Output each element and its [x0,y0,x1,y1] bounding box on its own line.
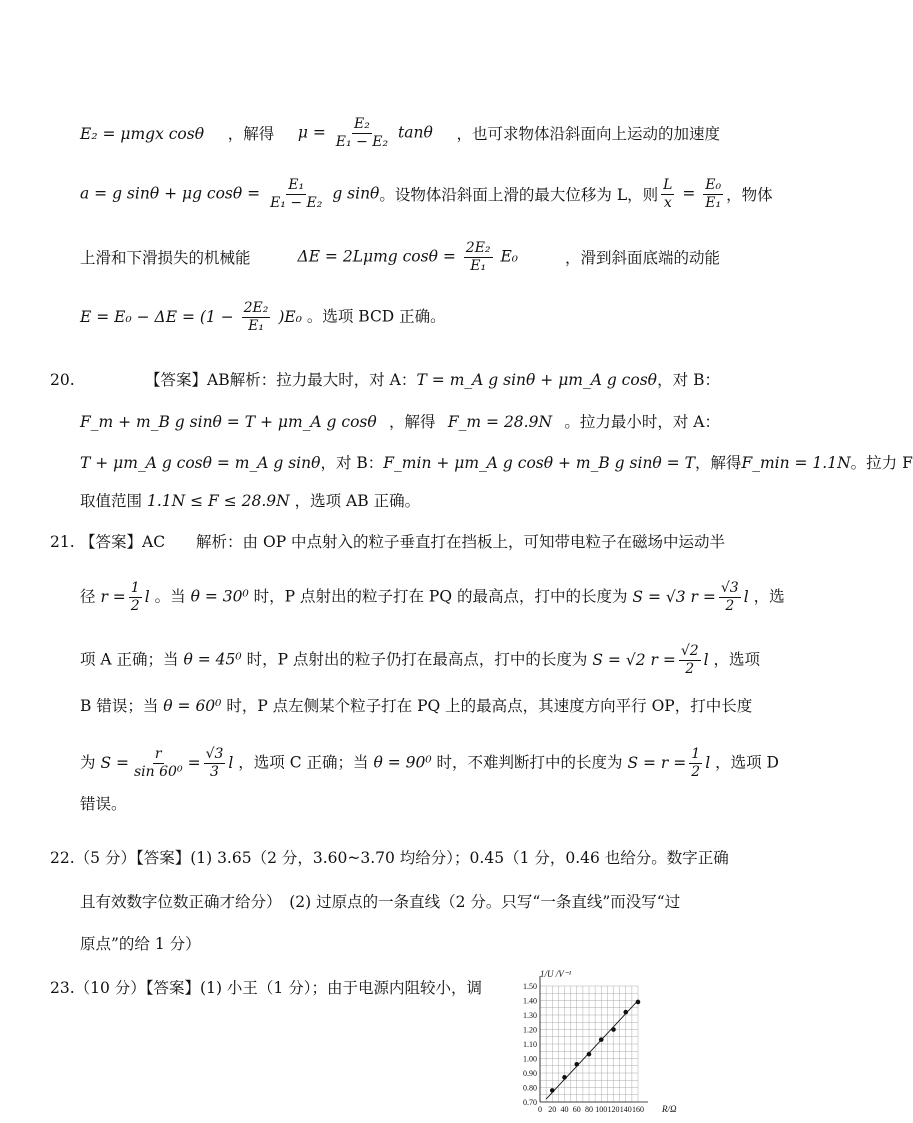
text: ，解得 [694,454,742,472]
y-tick-label: 1.30 [523,1011,537,1020]
text: 上滑和下滑损失的机械能 [80,248,251,267]
y-tick-label: 0.80 [523,1083,537,1093]
q20-line-4 [80,489,720,513]
y-tick-label: 1.40 [523,996,537,1006]
data-point [611,1027,616,1032]
formula-ratio: $\frac{L}{x}$ = $\frac{\text{E₀}}{\text{E₁}}$ [663,177,722,211]
text: 。拉力 F [850,454,913,472]
formula: T + μm_A g cosθ = m_A g sinθ [80,454,321,472]
x-tick-label: 160 [632,1105,644,1114]
data-point [574,1062,579,1067]
y-axis-label: 1/U /V⁻¹ [540,969,572,979]
formula: F_m + m_B g sinθ = T + μm_A g cosθ [80,413,377,431]
q21-line-5: 为 S = $\frac{r}{\text{sin 60⁰}}$ = $\frac{√3}{3}$ l ，选项 C 正确；当 θ = 90⁰ 时，不难判断打中的长度为 S = r = $\frac{1}{2}$ l ，选项 D [80,746,779,780]
data-point [562,1075,567,1080]
data-point [636,1000,641,1005]
text: ，滑到斜面底端的动能 [564,248,720,267]
x-tick-label: 100 [595,1105,608,1114]
q22-line-3: 原点”的给 1 分） [80,935,201,953]
question-number: 21. [50,533,75,551]
text: 取值范围 [80,492,143,510]
q19-line-3 [80,240,720,275]
text: 解析：拉力最大时，对 A： [229,371,417,389]
text: ，物体 [726,185,773,204]
formula: T = m_A g sinθ + μm_A g cosθ [416,371,657,389]
q19-line-1 [80,116,720,151]
formula-a: a = g sinθ + μg cosθ = $\frac{\text{E₁}}{\text{E₁ − E₂}}$ g sinθ [80,177,380,211]
data-point [599,1037,604,1042]
q21-line-6: 错误。 [80,795,127,813]
text: 。选项 BCD 正确。 [306,307,446,326]
y-tick-label: 1.20 [523,1025,537,1035]
formula-e2: E₂ = μmgx cosθ [80,124,205,143]
y-tick-label: 0.90 [523,1069,537,1078]
text: ，对 B： [657,371,720,389]
x-tick-label: 20 [548,1105,557,1114]
q19-line-4 [80,300,720,335]
x-tick-label: 120 [607,1105,620,1114]
fit-line [546,1001,638,1100]
x-tick-label: 40 [560,1105,569,1114]
text: ，选项 AB 正确。 [294,492,421,510]
formula-delta-e: ΔE = 2Lμmg cosθ = $\frac{\text{2E₂}}{\text{E₁}}$ E₀ [297,240,518,274]
y-tick-label: 1.50 [523,982,537,991]
fit-line-segment [546,1001,638,1100]
formula: F_min = 1.1N [741,454,851,472]
q21-line-4: B 错误；当 θ = 60⁰ 时，P 点左侧某个粒子打在 PQ 上的最高点，其速度方向平行 OP，打中长度 [80,697,753,715]
q20-line-1 [145,368,720,392]
x-tick-label: 80 [585,1105,593,1114]
x-tick-label: 0 [538,1105,542,1114]
text: ，也可求物体沿斜面向上运动的加速度 [456,124,720,143]
text: ，解得 [227,124,275,143]
q23-line-1: 23.（10 分）【答案】(1) 小王（1 分）；由于电源内阻较小，调 [50,979,482,997]
y-tick-label: 0.70 [523,1098,537,1107]
q21-line-2: 径 r = $\frac{1}{2}$ l 。当 θ = 30⁰ 时，P 点射出的粒子打在 PQ 的最高点，打中的长度为 S = √3 r = $\frac{√3}{2}$ l ，选 [80,580,785,614]
chart-grid [540,986,638,1102]
y-tick-label: 1.00 [523,1054,537,1064]
q21-line-1: 【答案】AC 解析：由 OP 中点射入的粒子垂直打在挡板上，可知带电粒子在磁场中运动半 [80,533,726,551]
data-point [587,1052,592,1057]
q19-line-2 [80,177,773,212]
answer-label: 【答案】AB [145,371,230,389]
formula: 1.1N ≤ F ≤ 28.9N [146,492,290,510]
text: ，解得 [389,413,436,431]
q22-line-1: 22.（5 分）【答案】(1) 3.65（2 分，3.60~3.70 均给分）；0.45（1 分，0.46 也给分。数字正确 [50,849,729,867]
scatter-chart [510,964,690,1119]
question-number: 20. [50,371,75,389]
data-point [550,1088,555,1093]
text: ，对 B： [320,454,384,472]
formula: F_min + μm_A g cosθ + m_B g sinθ = T [383,454,695,472]
text: 。拉力最小时，对 A： [564,413,720,431]
formula-e: E = E₀ − ΔE = (1 − $\frac{\text{2E₂}}{\text{E₁}}$ )E₀ [80,300,302,334]
formula: F_m = 28.9N [447,413,553,431]
data-point [623,1010,628,1015]
q20-line-3 [80,451,913,475]
q22-line-2: 且有效数字位数正确才给分） (2) 过原点的一条直线（2 分。只写“一条直线”而没写“过 [80,893,681,911]
q21-line-3: 项 A 正确；当 θ = 45⁰ 时，P 点射出的粒子仍打在最高点，打中的长度为 S = √2 r = $\frac{√2}{2}$ l ，选项 [80,643,761,677]
x-axis-label: R/Ω [662,1104,677,1114]
y-tick-label: 1.10 [523,1040,537,1049]
x-tick-label: 140 [619,1105,632,1114]
q20-line-2 [80,410,720,434]
text: 。设物体沿斜面上滑的最大位移为 L，则 [379,185,659,204]
x-tick-label: 60 [572,1105,581,1114]
formula-mu: μ = $\frac{\text{E₂}}{\text{E₁ − E₂}}$ tanθ [297,116,433,150]
